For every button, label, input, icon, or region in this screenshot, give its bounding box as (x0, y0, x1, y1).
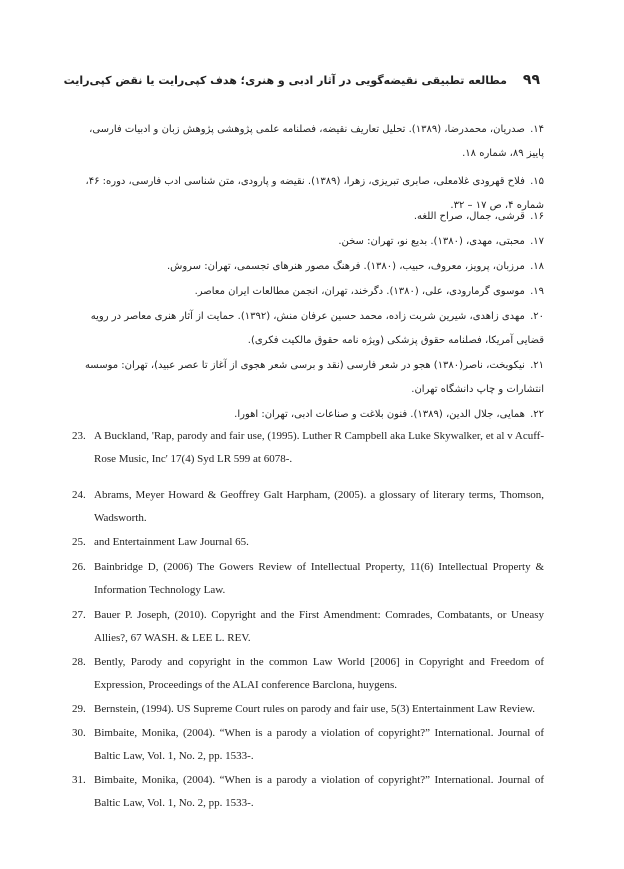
reference-text: همایی، جلال الدین، (۱۳۸۹). فنون بلاغت و صناعات ادبی، تهران: اهورا. (234, 409, 525, 420)
reference-text: Bernstein, (1994). US Supreme Court rules on parody and fair use, 5(3) Entertainment Law Review. (94, 703, 536, 715)
running-title: مطالعه تطبیقی نقیضه‌گویی در آثار ادبی و هنری؛ هدف کپی‌رایت یا نقض کپی‌رایت (63, 73, 507, 87)
reference-item (72, 722, 544, 768)
reference-number: ۱۴. (530, 124, 544, 135)
reference-text: and Entertainment Law Journal 65. (94, 536, 249, 548)
reference-item (72, 425, 544, 471)
reference-item (72, 531, 544, 554)
reference-number: ۱۸. (530, 261, 544, 272)
reference-number: ۱۷. (530, 236, 544, 247)
page-header (63, 66, 540, 94)
reference-number: 30. (72, 727, 86, 739)
reference-text: محبتی، مهدی، (۱۳۸۰). بدیع نو، تهران: سخن. (338, 236, 525, 247)
reference-text: مهدی زاهدی، شیرین شربت زاده، محمد حسین عرفان منش، (۱۳۹۲). حمایت از آثار هنری معاصر در رویه قضایی آمریکا، فصلنامه حقوق پزشکی (ویژه نامه حقوق مالکیت فکری). (90, 311, 544, 346)
reference-item (72, 698, 544, 721)
reference-text: Bently, Parody and copyright in the common Law World [2006] in Copyright and Freedom of Expression, Proceedings of the ALAI conference Barclona, huygens. (94, 656, 544, 691)
reference-number: ۲۰. (530, 311, 544, 322)
reference-text: موسوی گرمارودی، علی، (۱۳۸۰). دگرخند، تهران، انجمن مطالعات ایران معاصر. (194, 286, 525, 297)
reference-item (72, 604, 544, 650)
reference-number: ۱۵. (530, 176, 544, 187)
reference-item (80, 354, 544, 402)
reference-item (80, 255, 544, 279)
reference-text: Abrams, Meyer Howard & Geoffrey Galt Harpham, (2005). a glossary of literary terms, Thomson, Wadsworth. (94, 489, 544, 524)
reference-number: ۱۹. (530, 286, 544, 297)
reference-item (72, 484, 544, 530)
reference-number: 23. (72, 430, 86, 442)
reference-text: نیکوبخت، ناصر(۱۳۸۰) هجو در شعر فارسی (نقد و برسی شعر هجوی از آغاز تا عصر عبید)، تهران: موسسه انتشارات و چاپ دانشگاه تهران. (84, 360, 544, 395)
reference-text: مرزبان، پرویز، معروف، حبیب، (۱۳۸۰). فرهنگ مصور هنرهای تجسمی، تهران: سروش. (166, 261, 525, 272)
reference-number: 31. (72, 774, 86, 786)
reference-text: صدریان، محمدرضا، (۱۳۸۹). تحلیل تعاریف نقیضه، فصلنامه علمی پژوهشی پژوهش زبان و ادبیات فارسی، پاییز ۸۹، شماره ۱۸. (89, 124, 544, 159)
reference-number: 26. (72, 561, 86, 573)
reference-number: 28. (72, 656, 86, 668)
reference-text: Bimbaite, Monika, (2004). “When is a parody a violation of copyright?” International. Journal of Baltic Law, Vol. 1, No. 2, pp. 1533-. (94, 774, 544, 809)
reference-item (80, 205, 544, 229)
reference-text: Bauer P. Joseph, (2010). Copyright and the First Amendment: Comrades, Combatants, or Uneasy Allies?, 67 WASH. & LEE L. REV. (94, 609, 544, 644)
reference-item (80, 280, 544, 304)
reference-number: ۲۱. (530, 360, 544, 371)
reference-number: 27. (72, 609, 86, 621)
reference-text: A Buckland, 'Rap, parody and fair use, (1995). Luther R Campbell aka Luke Skywalker, et al v Acuff-Rose Music, Inc' 17(4) Syd LR 599 at 6078-. (94, 430, 544, 465)
reference-item (72, 651, 544, 697)
reference-item (80, 118, 544, 166)
reference-number: ۲۲. (530, 409, 544, 420)
reference-number: 25. (72, 536, 86, 548)
reference-text: قرشی، جمال، صراح اللغه. (413, 211, 525, 222)
reference-number: 24. (72, 489, 86, 501)
reference-item (80, 230, 544, 254)
reference-item (80, 305, 544, 353)
reference-text: Bimbaite, Monika, (2004). “When is a parody a violation of copyright?” International. Journal of Baltic Law, Vol. 1, No. 2, pp. 1533-. (94, 727, 544, 762)
reference-item (72, 556, 544, 602)
reference-text: فلاح قهرودی غلامعلی، صابری تبریزی، زهرا، (۱۳۸۹). نقیضه و پارودی، متن شناسی ادب فارسی، دوره: ۴۶، شماره ۴، ص ۱۷ – ۳۲. (85, 176, 544, 211)
reference-number: 29. (72, 703, 86, 715)
reference-item (72, 769, 544, 815)
reference-number: ۱۶. (530, 211, 544, 222)
page-number: ۹۹ (522, 72, 540, 88)
reference-item (80, 403, 544, 427)
reference-text: Bainbridge D, (2006) The Gowers Review of Intellectual Property, 11(6) Intellectual Property & Information Technology Law. (94, 561, 544, 596)
